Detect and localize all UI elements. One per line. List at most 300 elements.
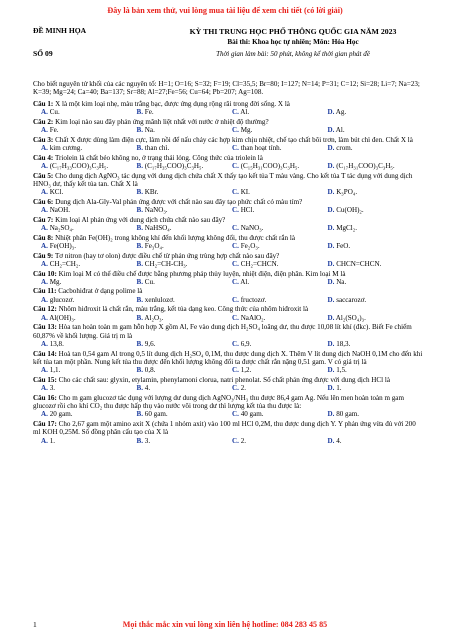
answer-option[interactable] [232, 188, 328, 196]
question-item [33, 420, 423, 445]
exam-code: SỐ 09 [33, 48, 53, 58]
option-text: Ag. [335, 108, 347, 117]
option-text: xenlulozơ. [144, 295, 175, 304]
answer-option[interactable] [41, 278, 137, 286]
option-letter: B. [136, 242, 144, 251]
question-item [33, 270, 423, 287]
question-stem [33, 118, 423, 126]
option-letter: D. [327, 436, 335, 445]
option-letter: D. [327, 144, 335, 153]
option-letter: C. [232, 436, 239, 445]
option-text: (C₁₇H₃₅COO)₃C₃H₅. [144, 162, 204, 171]
question-stem [33, 234, 423, 242]
option-text: 13,8. [49, 339, 64, 348]
question-item [33, 376, 423, 393]
option-letter: B. [136, 259, 144, 268]
question-item [33, 154, 423, 171]
option-text: Al. [240, 277, 250, 286]
option-letter: A. [41, 224, 48, 233]
question-text: Dung dịch Ala-Gly-Val phản ứng được với chất nào sau đây tạo phức chất có màu tím? [55, 197, 303, 206]
option-letter: C. [232, 313, 239, 322]
answer-option[interactable] [328, 278, 424, 286]
option-text: 3. [49, 384, 56, 393]
question-stem [33, 305, 423, 313]
answer-option[interactable] [41, 188, 137, 196]
option-text: 1,1. [49, 366, 61, 375]
answer-option[interactable] [41, 437, 137, 445]
option-text: 1,2. [240, 366, 252, 375]
question-stem [33, 420, 423, 437]
answer-option[interactable] [41, 242, 137, 250]
page-number: 1 [33, 620, 37, 629]
option-text: KBr. [144, 188, 159, 197]
question-stem [33, 198, 423, 206]
option-text: CH₂=CH-CH₃. [144, 259, 188, 268]
exam-header [33, 27, 433, 69]
question-text: Cho m gam glucozơ tác dụng với lượng dư dung dịch AgNO₃/NH₃ thu được 86,4 gam Ag. Nếu lên men hoàn toàn m gam glucozơ rồi cho khí CO₂ thu được hấp thụ vào nước vôi trong dư thì lượng kết tủa thu được là: [33, 393, 404, 411]
option-letter: D. [327, 410, 335, 419]
question-text: Cho các chất sau: glyxin, etylamin, phenylamoni clorua, natri phenolat. Số chất phản ứng được với dung dịch HCl là [58, 375, 391, 384]
option-letter: C. [232, 224, 239, 233]
option-text: Fe₃O₄. [144, 242, 164, 251]
option-letter: C. [232, 188, 239, 197]
option-letter: D. [327, 384, 335, 393]
option-letter: B. [136, 144, 144, 153]
option-text: MgCl₂. [336, 224, 357, 233]
option-letter: A. [41, 277, 48, 286]
answer-option[interactable] [328, 188, 424, 196]
question-item [33, 234, 423, 251]
answer-option[interactable] [232, 162, 328, 170]
question-stem [33, 350, 423, 367]
question-number: Câu 9: [33, 251, 54, 260]
question-stem [33, 216, 423, 224]
option-letter: B. [136, 436, 144, 445]
question-item [33, 350, 423, 375]
question-item [33, 118, 423, 135]
answer-option[interactable] [41, 108, 137, 116]
option-text: 1,5. [336, 366, 347, 375]
option-text: Fe₂O₃. [240, 242, 260, 251]
option-text: 6,9. [240, 339, 252, 348]
question-text: X là một kim loại nhẹ, màu trắng bạc, được ứng dụng rộng rãi trong đời sống. X là [55, 100, 290, 108]
question-text: Nhôm hiđroxit là chất rắn, màu trắng, kết tủa dạng keo. Công thức của nhôm hiđroxit là [58, 305, 309, 314]
question-number: Câu 5: [33, 171, 54, 180]
question-text: Chất X được dùng làm điện cực, làm nồi để nấu chảy các hợp kim chịu nhiệt, chế tạo chất bôi trơn, làm bút chì đen. Chất X là [55, 135, 413, 144]
question-text: Hoà tan 0,54 gam Al trong 0,5 lít dung dịch H₂SO₄ 0,1M, thu được dung dịch X. Thêm V lít dung dịch NaOH 0,1M cho đến khi kết tủa tan một phần. Nung kết tủa thu được đến khối lượng không đổi ta được chất rắn nặng 0,51 gam. V có giá trị là [33, 349, 423, 366]
option-text: 40 gam. [240, 410, 264, 419]
answer-option[interactable] [232, 278, 328, 286]
option-letter: A. [41, 242, 48, 251]
option-letter: D. [327, 277, 335, 286]
answer-option[interactable] [137, 126, 233, 134]
answer-options [41, 144, 423, 152]
answer-option[interactable] [232, 224, 328, 232]
option-text: NaNO₃. [144, 206, 168, 215]
answer-option[interactable] [41, 314, 137, 322]
question-number: Câu 14: [33, 349, 57, 358]
option-text: than chì. [144, 144, 170, 153]
option-text: 9,6. [144, 339, 156, 348]
answer-option[interactable] [41, 410, 137, 418]
answer-option[interactable] [328, 242, 424, 250]
option-letter: C. [232, 410, 239, 419]
question-number: Câu 11: [33, 287, 57, 296]
question-text: Nhiệt phân Fe(OH)₂ trong không khí đến khối lượng không đổi, thu được chất rắn là [55, 233, 295, 242]
option-text: K₃PO₄. [336, 188, 358, 197]
answer-option[interactable] [328, 314, 424, 322]
answer-options [41, 278, 423, 286]
question-text: Tơ nitron (hay tơ olon) được điều chế từ phản ứng trùng hợp chất nào sau đây? [54, 251, 280, 260]
answer-option[interactable] [328, 366, 424, 374]
option-letter: A. [41, 410, 48, 419]
option-letter: A. [41, 384, 48, 393]
option-letter: C. [232, 108, 239, 117]
option-text: CH₂=CH₂. [49, 259, 81, 268]
preview-banner[interactable]: Đây là bản xem thử, vui lòng mua tài liệu để xem chi tiết (có lời giải) [107, 6, 343, 15]
option-text: KCl. [49, 188, 64, 197]
option-letter: D. [327, 313, 335, 322]
question-stem [33, 270, 423, 278]
atomic-masses: Cho biết nguyên tử khối của các nguyên tố: H=1; O=16; S=32; F=19; Cl=35,5; Br=80; I=127; N=14; P=31; C=12; Si=28; Li=7; Na=23; K=39; Mg=24; Ca=40; Ba=137; Sr=88; Al=27;Fe=56; Cu=64; Pb=207; Ag=108. [33, 80, 420, 97]
answer-option[interactable] [137, 278, 233, 286]
answer-option[interactable] [328, 340, 424, 348]
option-letter: B. [136, 108, 144, 117]
option-letter: A. [41, 126, 48, 135]
option-text: glucozơ. [49, 295, 75, 304]
option-letter: B. [136, 162, 144, 171]
answer-option[interactable] [232, 126, 328, 134]
answer-option[interactable] [137, 437, 233, 445]
option-letter: C. [232, 162, 239, 171]
answer-option[interactable] [41, 366, 137, 374]
question-item [33, 287, 423, 304]
option-text: Al₂(SO₄)₃. [335, 313, 366, 322]
exam-time: Thời gian làm bài: 50 phút, không kể thời gian phát đề [216, 49, 370, 58]
option-letter: B. [136, 188, 144, 197]
option-text: Mg. [49, 277, 62, 286]
answer-option[interactable] [137, 410, 233, 418]
option-letter: A. [41, 108, 48, 117]
option-text: Fe. [49, 126, 59, 135]
option-text: 3. [144, 436, 151, 445]
answer-option[interactable] [328, 410, 424, 418]
option-letter: D. [327, 108, 335, 117]
option-text: NaHSO₄. [144, 224, 172, 233]
option-text: FeO. [336, 242, 351, 251]
option-text: 80 gam. [336, 410, 360, 419]
option-letter: A. [41, 295, 48, 304]
option-text: 18,3. [336, 339, 351, 348]
question-stem [33, 376, 423, 384]
option-letter: C. [232, 144, 239, 153]
option-letter: C. [232, 295, 239, 304]
option-text: (C₁₅H₃₁COO)₃C₃H₅. [240, 162, 300, 171]
option-text: saccarozơ. [336, 295, 367, 304]
option-letter: A. [41, 259, 48, 268]
option-letter: B. [136, 277, 144, 286]
question-item [33, 172, 423, 197]
question-stem [33, 323, 423, 340]
option-letter: A. [41, 188, 48, 197]
question-number: Câu 1: [33, 100, 54, 108]
option-text: Na. [144, 126, 155, 135]
answer-option[interactable] [232, 366, 328, 374]
option-letter: D. [327, 259, 335, 268]
answer-option[interactable] [232, 340, 328, 348]
answer-option[interactable] [41, 260, 137, 268]
answer-option[interactable] [137, 206, 233, 214]
answer-option[interactable] [137, 340, 233, 348]
option-letter: D. [327, 366, 335, 375]
answer-option[interactable] [41, 144, 137, 152]
option-letter: D. [327, 295, 335, 304]
answer-option[interactable] [232, 296, 328, 304]
option-text: HCl. [240, 206, 255, 215]
option-letter: D. [327, 242, 335, 251]
question-text: Kim loại nào sau đây phản ứng mãnh liệt nhất với nước ở nhiệt độ thường? [55, 117, 269, 126]
option-text: KI. [240, 188, 250, 197]
answer-option[interactable] [137, 384, 233, 392]
question-text: Kim loại M có thể điều chế được bằng phương pháp thủy luyện, nhiệt điện, điện phân. Kim loại M là [58, 269, 346, 278]
question-text: Cacbohiđrat ở dạng polime là [58, 287, 143, 296]
answer-option[interactable] [137, 366, 233, 374]
answer-option[interactable] [328, 206, 424, 214]
answer-option[interactable] [41, 224, 137, 232]
answer-option[interactable] [232, 108, 328, 116]
answer-option[interactable] [137, 224, 233, 232]
question-number: Câu 13: [33, 323, 57, 332]
question-number: Câu 7: [33, 215, 54, 224]
option-letter: D. [327, 162, 335, 171]
option-text: kim cương. [49, 144, 83, 153]
question-stem [33, 287, 423, 295]
answer-option[interactable] [328, 260, 424, 268]
option-text: 20 gam. [49, 410, 73, 419]
answer-options [41, 437, 423, 445]
question-item [33, 100, 423, 117]
option-letter: D. [327, 206, 335, 215]
answer-option[interactable] [232, 437, 328, 445]
answer-options [41, 260, 423, 268]
option-text: Al₂O₃. [144, 313, 164, 322]
option-letter: D. [327, 224, 335, 233]
answer-option[interactable] [328, 162, 424, 170]
answer-option[interactable] [328, 437, 424, 445]
answer-options [41, 242, 423, 250]
option-letter: A. [41, 366, 48, 375]
option-letter: A. [41, 339, 48, 348]
answer-option[interactable] [232, 260, 328, 268]
question-number: Câu 12: [33, 305, 57, 314]
option-text: crom. [336, 144, 353, 153]
answer-option[interactable] [137, 296, 233, 304]
option-text: 4. [336, 436, 342, 445]
answer-options [41, 384, 423, 392]
option-letter: C. [232, 206, 239, 215]
option-letter: B. [136, 206, 144, 215]
answer-option[interactable] [41, 162, 137, 170]
option-letter: A. [41, 162, 48, 171]
answer-option[interactable] [232, 144, 328, 152]
option-letter: A. [41, 313, 48, 322]
option-letter: C. [232, 259, 239, 268]
exam-title: KỲ THI TRUNG HỌC PHỔ THÔNG QUỐC GIA NĂM 2023 [189, 27, 397, 36]
answer-option[interactable] [137, 242, 233, 250]
answer-options [41, 296, 423, 304]
option-text: 1. [49, 436, 56, 445]
answer-options [41, 410, 423, 418]
question-number: Câu 2: [33, 117, 54, 126]
option-text: Cu. [49, 108, 60, 117]
answer-options [41, 366, 423, 374]
option-text: fructozơ. [240, 295, 267, 304]
question-stem [33, 100, 423, 108]
question-item [33, 323, 423, 348]
answer-option[interactable] [41, 384, 137, 392]
option-text: NaOH. [49, 206, 70, 215]
question-text: Hòa tan hoàn toàn m gam hỗn hợp X gồm Al, Fe vào dung dịch H₂SO₄ loãng dư, thu được 10,08 lít khí (đkc). Biết Fe chiếm 60,87% về khối lượng. Giá trị m là [33, 323, 412, 340]
option-text: Cu. [144, 277, 155, 286]
answer-option[interactable] [137, 144, 233, 152]
answer-option[interactable] [232, 384, 328, 392]
answer-option[interactable] [41, 126, 137, 134]
option-text: Fe. [144, 108, 154, 117]
answer-option[interactable] [232, 206, 328, 214]
option-letter: C. [232, 277, 239, 286]
question-number: Câu 17: [33, 419, 57, 428]
answer-option[interactable] [328, 126, 424, 134]
option-text: CH₂=CHCN. [240, 259, 279, 268]
option-text: 2. [240, 384, 247, 393]
option-letter: A. [41, 206, 48, 215]
option-text: (C₁₇H₃₃COO)₃C₃H₅. [49, 162, 109, 171]
answer-options [41, 340, 423, 348]
question-number: Câu 4: [33, 153, 54, 162]
option-letter: D. [327, 188, 335, 197]
option-text: Na. [336, 277, 347, 286]
option-text: 60 gam. [144, 410, 168, 419]
answer-option[interactable] [232, 410, 328, 418]
option-text: 2. [240, 436, 247, 445]
option-letter: B. [136, 295, 144, 304]
option-letter: B. [136, 313, 144, 322]
header-left [33, 27, 143, 59]
question-text: Kim loại Al phản ứng với dung dịch chứa chất nào sau đây? [55, 215, 226, 224]
question-stem [33, 136, 423, 144]
option-letter: A. [41, 436, 48, 445]
option-letter: D. [327, 339, 335, 348]
option-letter: B. [136, 339, 144, 348]
question-text: Cho 2,67 gam một amino axit X (chứa 1 nhóm axit) vào 100 ml HCl 0,2M, thu được dung dịch Y. Y phản ứng vừa đủ với 200 ml KOH 0,25M. Số đồng phân cấu tạo của X là [33, 419, 416, 437]
option-letter: B. [136, 366, 144, 375]
option-letter: D. [327, 126, 335, 135]
question-number: Câu 6: [33, 197, 54, 206]
option-text: (C₁₇H₃₁COO)₃C₃H₅. [336, 162, 395, 171]
answer-option[interactable] [328, 108, 424, 116]
answer-option[interactable] [137, 108, 233, 116]
question-stem [33, 252, 423, 260]
question-list [33, 100, 423, 446]
option-text: Na₂SO₄. [49, 224, 74, 233]
answer-option[interactable] [328, 144, 424, 152]
option-text: Al(OH)₃. [49, 313, 76, 322]
option-text: Al. [240, 108, 250, 117]
question-text: Cho dung dịch AgNO₃ tác dụng với dung dịch chứa chất X thấy tạo kết tủa T màu vàng. Cho kết tủa T tác dụng với dung dịch HNO₃ dư, thấy kết tủa tan. Chất X là [33, 171, 413, 188]
hotline-banner[interactable]: Mọi thắc mắc xin vui lòng xin liên hệ hotline: 084 283 45 85 [122, 620, 328, 629]
answer-options [41, 206, 423, 214]
question-item [33, 216, 423, 233]
question-number: Câu 8: [33, 233, 54, 242]
answer-option[interactable] [328, 224, 424, 232]
answer-options [41, 224, 423, 232]
exam-type-label: ĐỀ MINH HỌA [33, 26, 87, 35]
option-text: NaAlO₂. [240, 313, 266, 322]
question-item [33, 136, 423, 153]
question-item [33, 252, 423, 269]
answer-option[interactable] [137, 260, 233, 268]
option-text: Mg. [240, 126, 253, 135]
answer-options [41, 108, 423, 116]
question-stem [33, 172, 423, 189]
answer-option[interactable] [232, 314, 328, 322]
answer-options [41, 188, 423, 196]
answer-option[interactable] [41, 296, 137, 304]
question-number: Câu 16: [33, 393, 57, 402]
question-text: Triolein là chất béo không no, ở trạng thái lỏng. Công thức của triolein là [54, 153, 263, 162]
question-stem [33, 154, 423, 162]
answer-option[interactable] [41, 340, 137, 348]
question-number: Câu 10: [33, 269, 57, 278]
question-item [33, 198, 423, 215]
answer-option[interactable] [328, 384, 424, 392]
option-letter: B. [136, 410, 144, 419]
option-text: Al. [335, 126, 345, 135]
answer-option[interactable] [328, 296, 424, 304]
option-letter: C. [232, 126, 239, 135]
exam-subject: Bài thi: Khoa học tự nhiên; Môn: Hóa Học [227, 38, 359, 47]
answer-option[interactable] [137, 162, 233, 170]
question-stem [33, 394, 423, 411]
option-text: 1. [336, 384, 342, 393]
option-text: Fe(OH)₃. [49, 242, 76, 251]
answer-options [41, 126, 423, 134]
option-letter: A. [41, 144, 48, 153]
option-letter: C. [232, 242, 239, 251]
option-text: Cu(OH)₂. [336, 206, 364, 215]
answer-option[interactable] [137, 314, 233, 322]
answer-options [41, 162, 423, 170]
question-number: Câu 15: [33, 375, 57, 384]
option-letter: B. [136, 126, 144, 135]
option-letter: C. [232, 366, 239, 375]
option-letter: B. [136, 224, 144, 233]
header-right [153, 27, 433, 58]
option-text: 4. [144, 384, 151, 393]
option-letter: B. [136, 384, 144, 393]
option-text: than hoạt tính. [240, 144, 282, 153]
question-item [33, 394, 423, 419]
option-text: 0,8. [144, 366, 156, 375]
answer-option[interactable] [232, 242, 328, 250]
answer-option[interactable] [41, 206, 137, 214]
answer-options [41, 314, 423, 322]
option-letter: C. [232, 384, 239, 393]
question-item [33, 305, 423, 322]
answer-option[interactable] [137, 188, 233, 196]
option-text: NaNO₃. [240, 224, 264, 233]
option-text: CHCN=CHCN. [336, 259, 382, 268]
